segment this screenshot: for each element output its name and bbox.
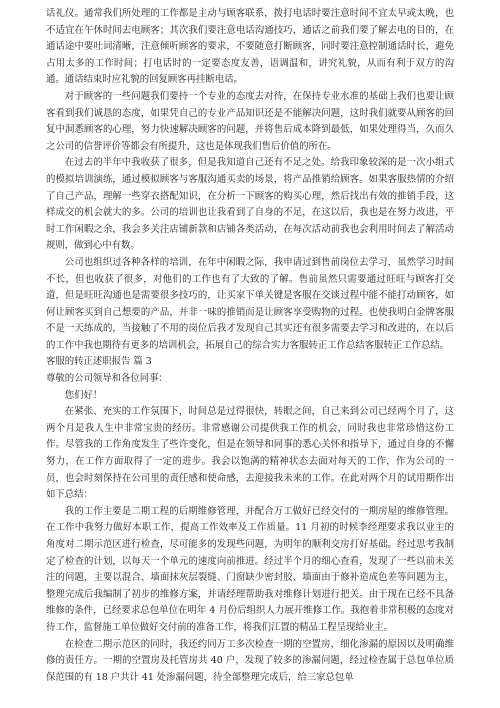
body-paragraph: 话礼仪。通常我们所处理的工作都是主动与顾客联系，拨打电话时要注意时间不宜太早或太晚，也不适宜在午休时间去电顾客；其次我们要注意电话沟通技巧，通话之前我们要了解去电的目的，在通话途中要吐词清晰，注意倾听顾客的要求，不要随意打断顾客，同时要注意控制通话时长，避免占用太多的工作时间；打电话时的一定要态度友善，语调温和，讲究礼貌，从而有利于双方的沟通。通话结束时应礼貌的回复顾客再挂断电话。 [46,8,454,86]
body-paragraph: 在过去的半年中我收获了很多，但是我知道自己还有不足之处。给我印象较深的是一次小组式的模拟培训演练，通过模拟顾客与客服沟通买卖的场景，将产品推销给顾客。如果客服热情的介绍了自己产品，理解一些穿衣搭配知识，在分析一下顾客的购买心理，然后找出有效的推销手段，这样成交的机会就大的多。公司的培训也让我看到了自身的不足，在这以后，我也是在努力改进，平时工作闲暇之余，我会多关注店铺新款和店铺各类活动，在每次活动前我也会利用时间去了解活动规则，做到心中有数。 [46,157,454,252]
body-paragraph: 在检查二期示范区的同时，我还约同万工多次检查一期的空置房，细化渗漏的原因以及明确维修的责任方。一期的空置房及托管房共 40 户，发现了较多的渗漏问题，经过检查属于总包单位质保范围的有 18 户共计 41 处渗漏问题，待全部整理完成后，给三家总包单 [46,638,454,683]
greeting: 您们好！ [64,389,103,401]
body-paragraph: 我的工作主要是二期工程的后期维修管理，并配合万工做好已经交付的一期房屋的维修管理。在工作中我努力做好本职工作，提高工作效率及工作质量。11 月初的时候李经理要求我以业主的角度对二期示范区进行检查，尽可能多的发现些问题，为明年的顺利交房打好基础。经过思考我制定了检查的计划，以每天一个单元的速度向前推进。经过半个月的细心查看，发现了一些以前未关注的问题，主要以混合、墙面抹灰层裂缝、门窗缺少密封胶、墙面由于修补造成色差等问题为主，整理完成后我编制了初步的维修方案，并请经理帮助我对维修计划进行把关。由于现在已经不具备维修的条件，已经要求总包单位在明年 4 月份后组织人力展开维修工作。我抱着非常积极的态度对待工作，监督施工单位做好交付前的准备工作，将我们江置的精品工程呈现给业主。 [46,505,454,633]
body-paragraph: 公司也组织过各种各样的培训，在年中闲暇之际，我申请过到售前岗位去学习，虽然学习时间不长，但也收获了很多，对他们的工作也有了大致的了解。售前虽然只需要通过旺旺与顾客打交道，但是旺旺沟通也是需要很多技巧的，让买家下单关键是客服在交谈过程中能不能打动顾客，如何让顾客买到自己想要的产品，并非一味的推销而是让顾客享受购物的过程。也使我明白金牌客服不是一天练成的，当接触了不用的岗位后我才发现自己其实还有很多需要去学习和改进的，在以后的工作中我也期待有更多的培训机会，拓展自己的综合实力客服转正工作总结客服转正工作总结。 [46,256,454,351]
salutation: 尊敬的公司领导和各位同事： [46,373,168,385]
body-paragraph: 对于顾客的一些问题我们要持一个专业的态度去对待，在保持专业水准的基础上我们也要让顾客看到我们诚恳的态度，如果凭自己的专业产品知识还是不能解决问题，这时我们就要从顾客的回复中洞悉顾客的心理，努力快速解决顾客的问题，并将售后成本降到最低，如果处理得当，久而久之公司的信誉评价等都会有所提升，这也是体现我们售后价值的所在。 [46,90,454,152]
section-heading: 客服的转正述职报告 篇 3 [46,356,152,368]
body-paragraph: 在紧张、充实的工作氛围下，时间总是过得很快，转眼之间，自己来到公司已经两个月了，这两个月是我人生中非常宝贵的经历。非常感谢公司提供我工作的机会，同时我也非常珍惜这份工作。尽管我的工作角度发生了些许变化，但是在领导和同事的悉心关怀和指导下，通过自身的不懈努力，在工作方面取得了一定的进步。我会以饱满的精神状态去面对每天的工作，作为公司的一员，也会时刻保持在公司里的责任感和使命感，去迎接我未来的工作。在此对两个月的试用期作出如下总结： [46,406,454,501]
